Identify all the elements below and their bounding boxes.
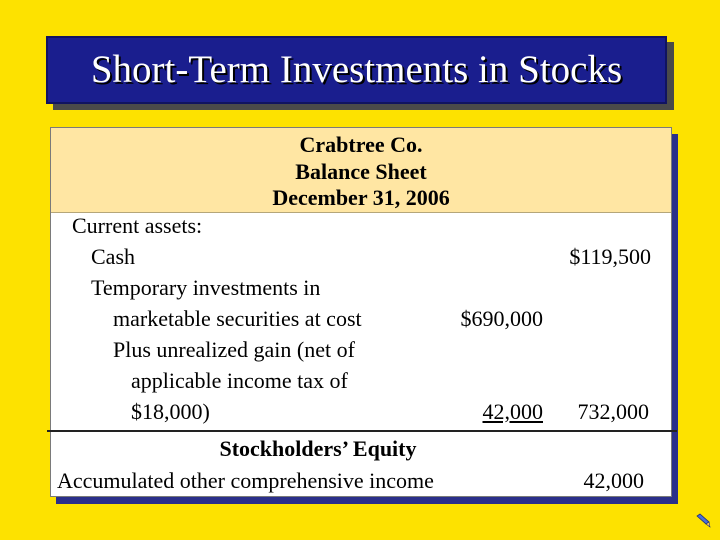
pencil-icon [695, 513, 711, 529]
aoci-value: 42,000 [583, 468, 644, 493]
report-date: December 31, 2006 [272, 185, 450, 210]
equity-header: Stockholders’ Equity [219, 436, 417, 461]
slide-title: Short-Term Investments in Stocks [46, 36, 667, 104]
cash-value: $119,500 [569, 244, 651, 269]
gain-line3: $18,000) [131, 399, 210, 424]
gain-line1: Plus unrealized gain (net of [113, 337, 355, 362]
balance-sheet-panel [50, 127, 672, 497]
section-divider [47, 430, 677, 432]
current-assets-label: Current assets: [72, 213, 203, 238]
temp-investments-line2: marketable securities at cost [113, 306, 362, 331]
temp-investments-line1: Temporary investments in [91, 275, 321, 300]
gain-line2: applicable income tax of [131, 368, 348, 393]
cash-label: Cash [91, 244, 135, 269]
company-name: Crabtree Co. [299, 132, 423, 157]
aoci-label: Accumulated other comprehensive income [57, 468, 434, 493]
total-temp-investments: 732,000 [577, 399, 649, 424]
statement-header [51, 128, 671, 213]
cost-value: $690,000 [460, 306, 543, 331]
gain-value: 42,000 [482, 399, 543, 424]
report-name: Balance Sheet [295, 159, 427, 184]
